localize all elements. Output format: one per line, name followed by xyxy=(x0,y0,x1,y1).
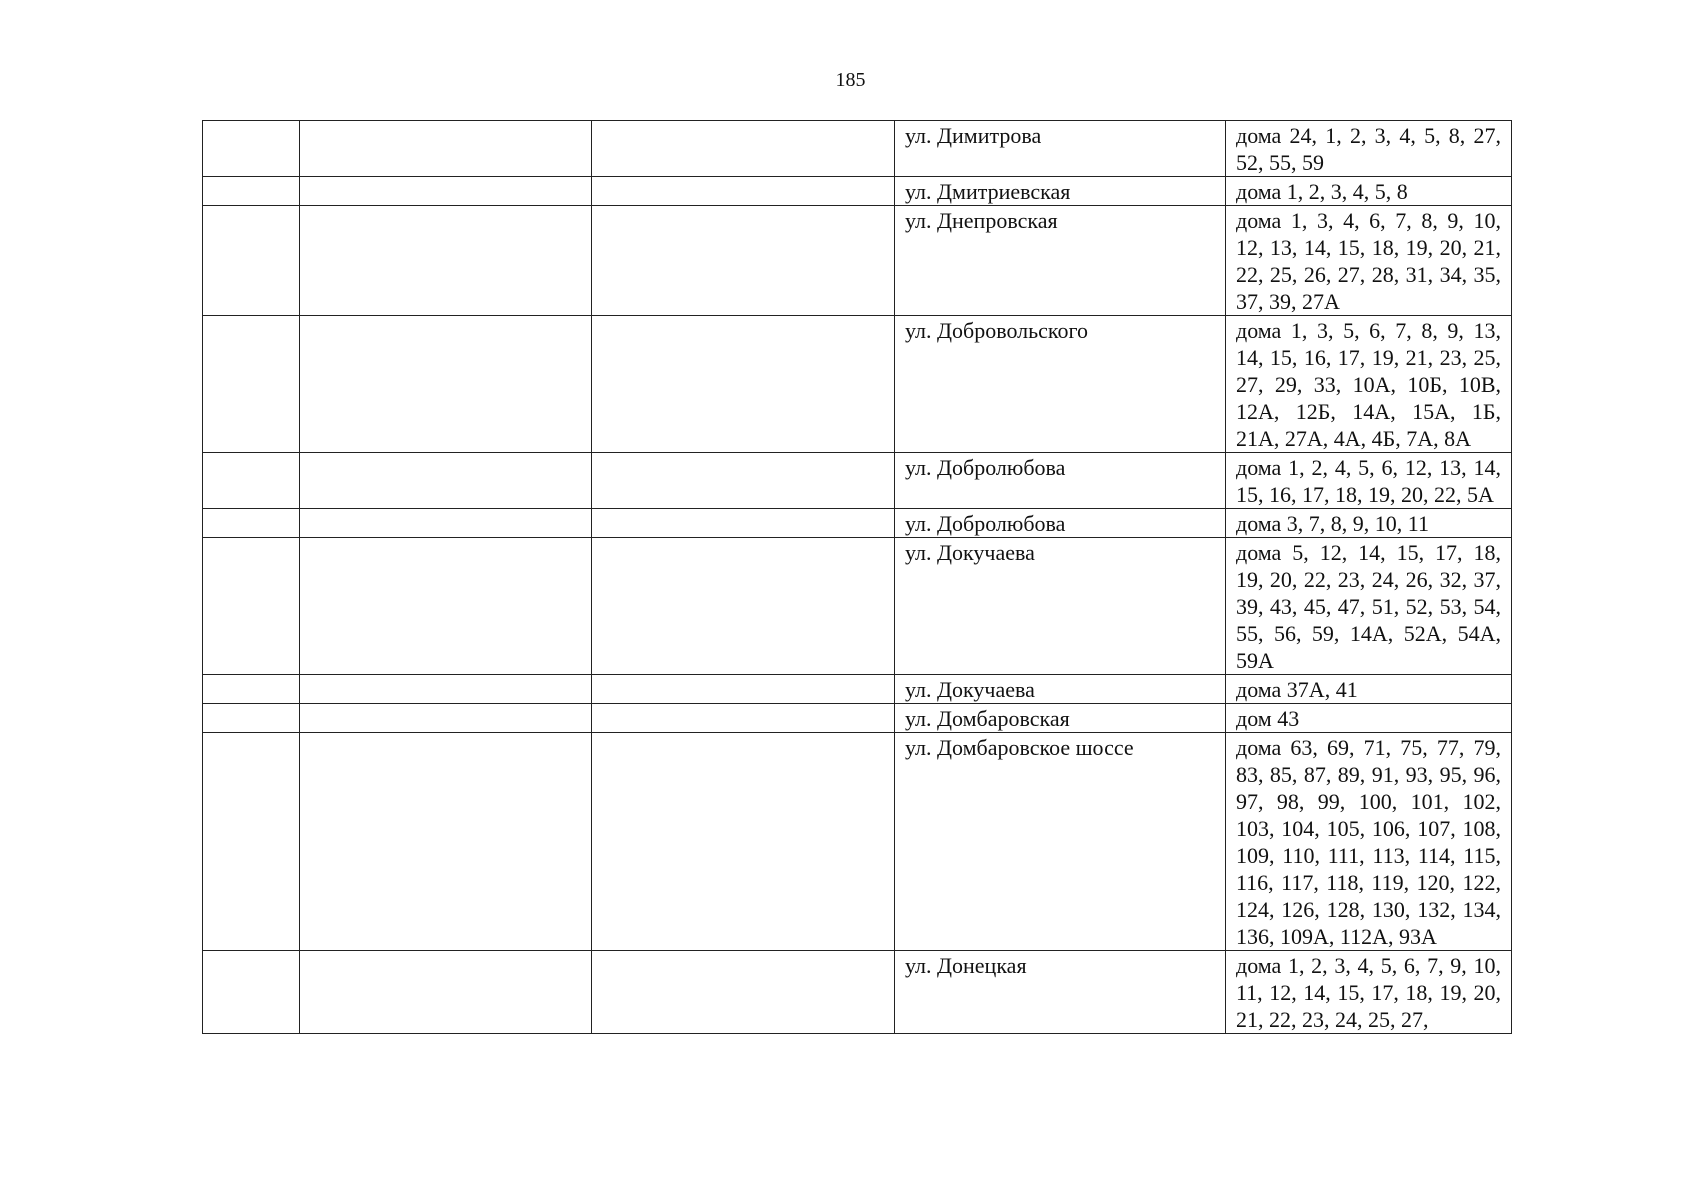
houses-cell: дома 1, 3, 4, 6, 7, 8, 9, 10, 12, 13, 14, 15, 18, 19, 20, 21, 22, 25, 26, 27, 28, 31, 34, 35, 37, 39, 27А xyxy=(1226,206,1512,316)
street-cell: ул. Добровольского xyxy=(895,316,1226,453)
houses-cell: дома 1, 2, 3, 4, 5, 8 xyxy=(1226,177,1512,206)
empty-cell xyxy=(592,538,895,675)
empty-cell xyxy=(592,177,895,206)
houses-cell: дома 5, 12, 14, 15, 17, 18, 19, 20, 22, 23, 24, 26, 32, 37, 39, 43, 45, 47, 51, 52, 53, 54, 55, 56, 59, 14А, 52А, 54А, 59А xyxy=(1226,538,1512,675)
table-row xyxy=(203,177,1512,206)
street-cell: ул. Домбаровское шоссе xyxy=(895,733,1226,951)
street-cell: ул. Дмитриевская xyxy=(895,177,1226,206)
empty-cell xyxy=(592,733,895,951)
empty-cell xyxy=(592,453,895,509)
table-row xyxy=(203,951,1512,1034)
houses-cell: дома 1, 2, 3, 4, 5, 6, 7, 9, 10, 11, 12, 14, 15, 17, 18, 19, 20, 21, 22, 23, 24, 25, 27, xyxy=(1226,951,1512,1034)
empty-cell xyxy=(203,509,300,538)
table-row xyxy=(203,316,1512,453)
empty-cell xyxy=(592,704,895,733)
empty-cell xyxy=(300,704,592,733)
empty-cell xyxy=(203,177,300,206)
empty-cell xyxy=(300,177,592,206)
empty-cell xyxy=(300,675,592,704)
empty-cell xyxy=(203,453,300,509)
empty-cell xyxy=(300,951,592,1034)
table-row xyxy=(203,675,1512,704)
street-cell: ул. Добролюбова xyxy=(895,453,1226,509)
table-row xyxy=(203,509,1512,538)
empty-cell xyxy=(203,538,300,675)
empty-cell xyxy=(203,733,300,951)
table-row xyxy=(203,121,1512,177)
street-cell: ул. Донецкая xyxy=(895,951,1226,1034)
houses-cell: дома 3, 7, 8, 9, 10, 11 xyxy=(1226,509,1512,538)
address-table xyxy=(202,120,1512,1034)
street-cell: ул. Добролюбова xyxy=(895,509,1226,538)
street-cell: ул. Днепровская xyxy=(895,206,1226,316)
street-cell: ул. Докучаева xyxy=(895,538,1226,675)
empty-cell xyxy=(203,121,300,177)
empty-cell xyxy=(592,951,895,1034)
houses-cell: дома 63, 69, 71, 75, 77, 79, 83, 85, 87, 89, 91, 93, 95, 96, 97, 98, 99, 100, 101, 102, 103, 104, 105, 106, 107, 108, 109, 110, 111, 113, 114, 115, 116, 117, 118, 119, 120, 122, 124, 126, 128, 130, 132, 134, 136, 109А, 112А, 93А xyxy=(1226,733,1512,951)
page-number: 185 xyxy=(835,69,866,91)
table-row xyxy=(203,206,1512,316)
houses-cell: дома 37А, 41 xyxy=(1226,675,1512,704)
houses-cell: дома 1, 2, 4, 5, 6, 12, 13, 14, 15, 16, 17, 18, 19, 20, 22, 5А xyxy=(1226,453,1512,509)
empty-cell xyxy=(203,206,300,316)
table-row xyxy=(203,538,1512,675)
street-cell: ул. Домбаровская xyxy=(895,704,1226,733)
empty-cell xyxy=(300,509,592,538)
empty-cell xyxy=(592,121,895,177)
empty-cell xyxy=(203,951,300,1034)
houses-cell: дом 43 xyxy=(1226,704,1512,733)
street-cell: ул. Димитрова xyxy=(895,121,1226,177)
empty-cell xyxy=(300,206,592,316)
empty-cell xyxy=(592,316,895,453)
empty-cell xyxy=(592,509,895,538)
empty-cell xyxy=(203,704,300,733)
empty-cell xyxy=(592,206,895,316)
table-row xyxy=(203,453,1512,509)
table-row xyxy=(203,704,1512,733)
houses-cell: дома 24, 1, 2, 3, 4, 5, 8, 27, 52, 55, 59 xyxy=(1226,121,1512,177)
table-row xyxy=(203,733,1512,951)
empty-cell xyxy=(203,316,300,453)
empty-cell xyxy=(592,675,895,704)
empty-cell xyxy=(300,453,592,509)
empty-cell xyxy=(300,316,592,453)
empty-cell xyxy=(300,733,592,951)
empty-cell xyxy=(300,121,592,177)
empty-cell xyxy=(300,538,592,675)
houses-cell: дома 1, 3, 5, 6, 7, 8, 9, 13, 14, 15, 16, 17, 19, 21, 23, 25, 27, 29, 33, 10А, 10Б, 10В, 12А, 12Б, 14А, 15А, 1Б, 21А, 27А, 4А, 4Б, 7А, 8А xyxy=(1226,316,1512,453)
empty-cell xyxy=(203,675,300,704)
street-cell: ул. Докучаева xyxy=(895,675,1226,704)
